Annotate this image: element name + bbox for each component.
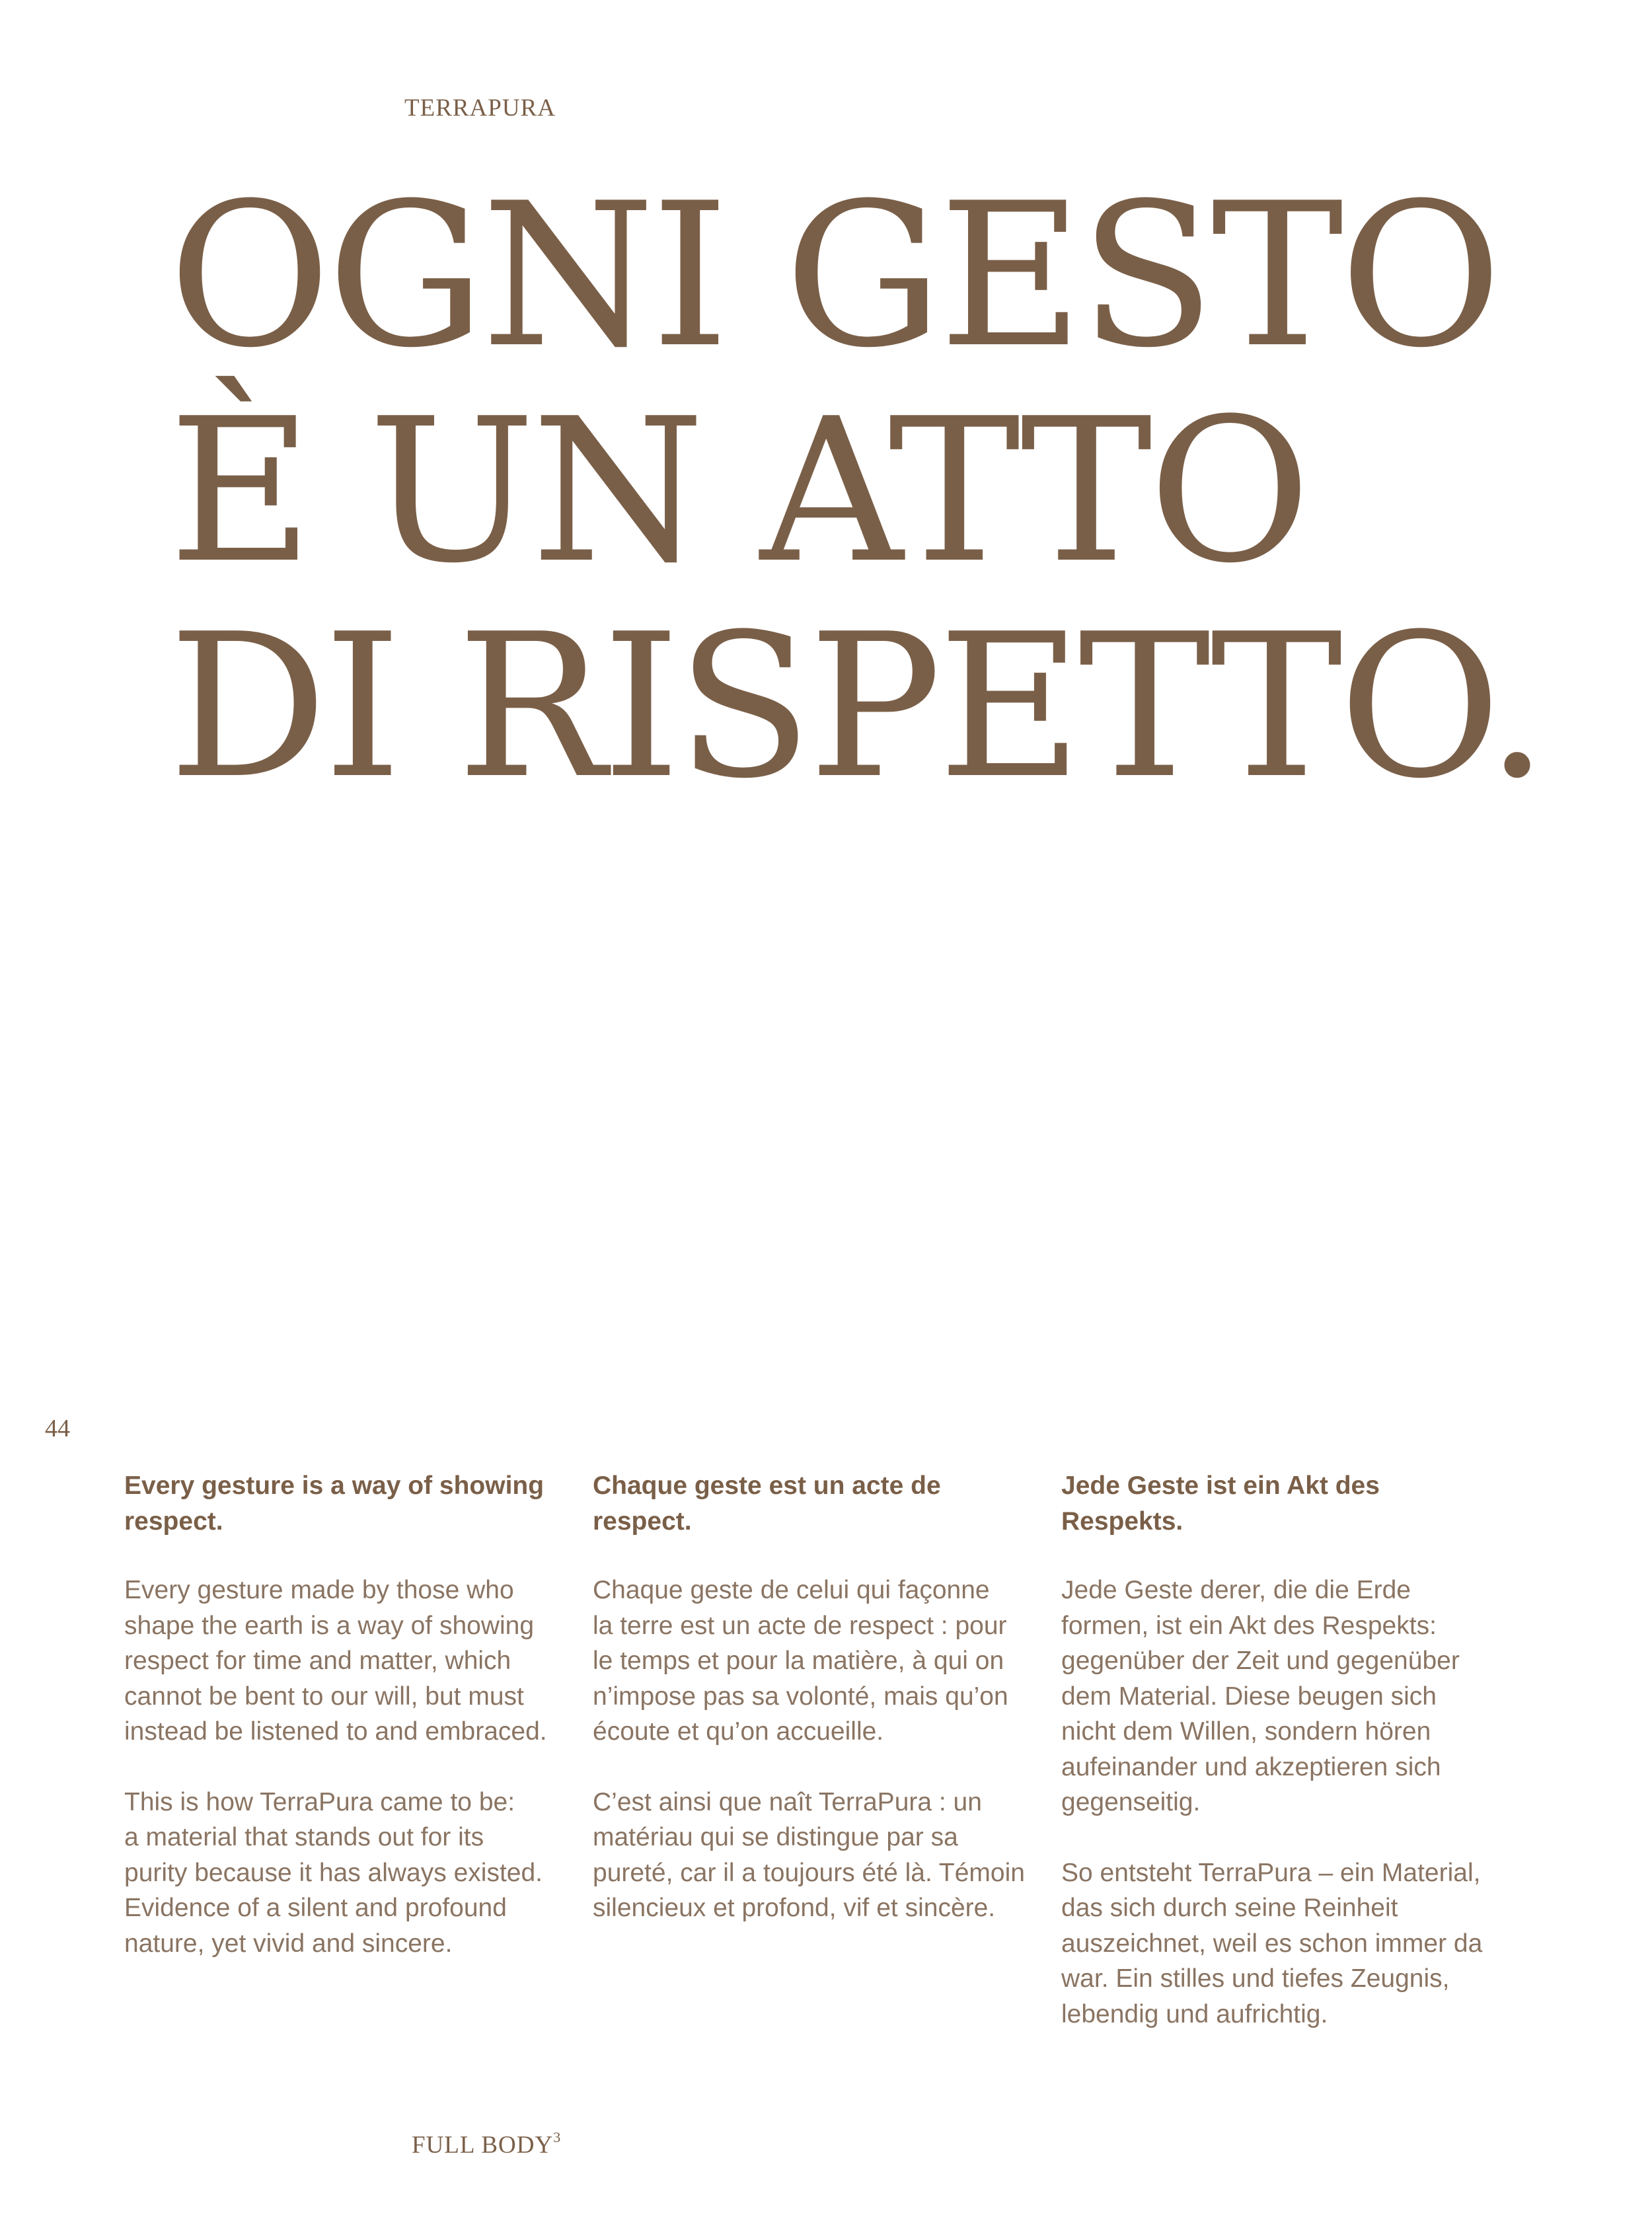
column-paragraph: This is how TerraPura came to be: a material that stands out for its purity because it has always existed. Evidence of a silent and profound nature, yet vivid and sincere. <box>124 1787 543 1958</box>
column-paragraph: Chaque geste de celui qui façonne la terre est un acte de respect : pour le temps et pour la matière, à qui on n’impose pas sa volonté, mais qu’on écoute et qu’on accueille. <box>593 1576 1008 1746</box>
column-title: Chaque geste est un acte de respect. <box>593 1471 941 1536</box>
column-title: Jede Geste ist ein Akt des Respekts. <box>1061 1471 1380 1536</box>
column-paragraph: C’est ainsi que naît TerraPura : un matériau qui se distingue par sa pureté, car il a toujours été là. Témoin silencieux et profond, vif et sincère. <box>593 1787 1025 1922</box>
column-paragraph: Every gesture made by those who shape the earth is a way of showing respect for time and matter, which cannot be bent to our will, but must instead be listened to and embraced. <box>124 1576 547 1746</box>
page-number: 44 <box>45 1415 70 1442</box>
column-paragraph: So entsteht TerraPura – ein Material, das sich durch seine Reinheit auszeichnet, weil es schon immer da war. Ein stilles und tiefes Zeugnis, lebendig und aufrichtig. <box>1061 1858 1483 2028</box>
footer-text: FULL BODY <box>412 2132 554 2159</box>
column-english <box>124 1468 560 1996</box>
footer-superscript: 3 <box>553 2129 561 2145</box>
column-french <box>593 1468 1029 1961</box>
brand-label: TERRAPURA <box>404 94 556 122</box>
footer-label <box>412 2129 560 2159</box>
headline-line: È UN ATTO <box>169 376 1308 607</box>
headline-line: DI RISPETTO. <box>169 591 1545 822</box>
column-title: Every gesture is a way of showing respect. <box>124 1471 544 1536</box>
column-german <box>1061 1468 1497 2067</box>
page-headline <box>169 161 1545 822</box>
column-paragraph: Jede Geste derer, die die Erde formen, ist ein Akt des Respekts: gegenüber der Zeit und gegenüber dem Material. Diese beugen sich nicht dem Willen, sondern hören aufeinander und akzeptieren sich gegenseitig. <box>1061 1576 1460 1816</box>
headline-line: OGNI GESTO <box>169 161 1499 391</box>
